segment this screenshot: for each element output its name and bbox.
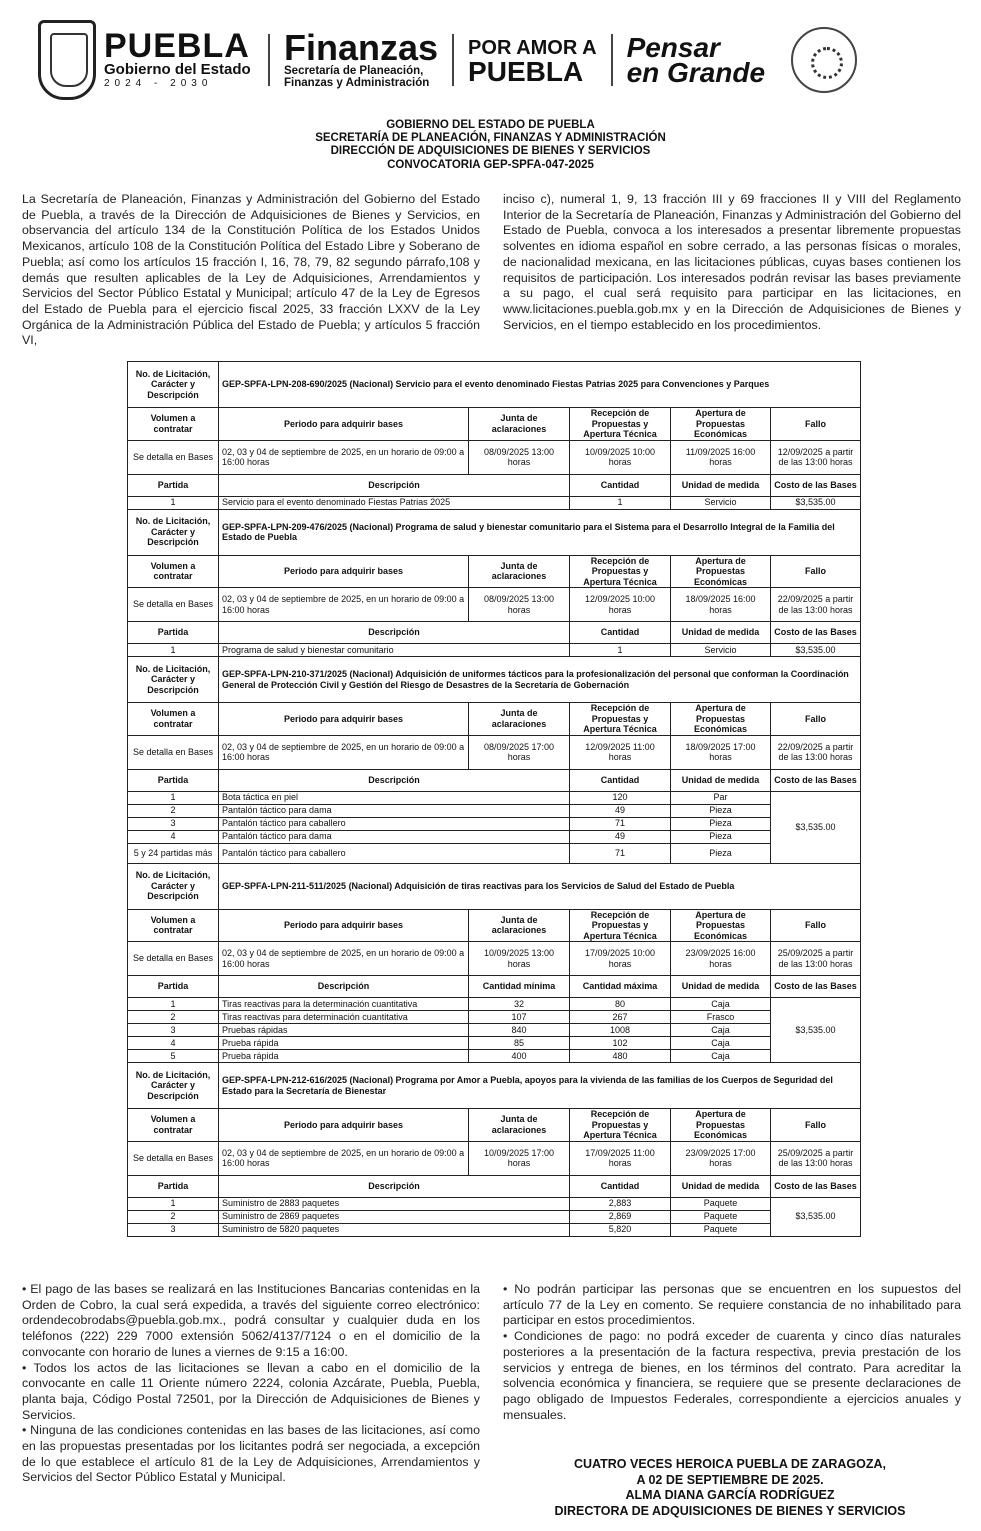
unidad-value: Par <box>671 791 771 804</box>
bid-items-header-row <box>128 769 861 791</box>
periodo-value: 02, 03 y 04 de septiembre de 2025, en un horario de 09:00 a 16:00 horas <box>219 440 469 474</box>
finanzas-wordmark: Finanzas <box>284 27 439 68</box>
partida-value: 1 <box>128 998 219 1011</box>
partida-value: 5 <box>128 1050 219 1063</box>
recepcion-value: 17/09/2025 10:00 horas <box>570 942 671 976</box>
bid-items-header-row <box>128 622 861 644</box>
periodo-label: Periodo para adquirir bases <box>219 909 469 942</box>
finanzas-logo <box>284 27 439 89</box>
volumen-label: Volumen a contratar <box>128 408 219 441</box>
por-amor-puebla-line: PUEBLA <box>468 56 584 87</box>
descripcion-label: Descripción <box>219 474 570 496</box>
unidad-label: Unidad de medida <box>671 622 771 644</box>
costo-label: Costo de las Bases <box>771 474 861 496</box>
bid-title: GEP-SPFA-LPN-210-371/2025 (Nacional) Adquisición de uniformes tácticos para la profesionalización del personal que conforman la Coordinación General de Protección Civil y Gestión del Riesgo de Desastres de la Secretaría de Gobernación <box>219 657 861 703</box>
bid-schedule-row <box>128 735 861 769</box>
volumen-value: Se detalla en Bases <box>128 440 219 474</box>
item-row <box>128 644 861 657</box>
descripcion-value: Tiras reactivas para la determinación cuantitativa <box>219 998 469 1011</box>
periodo-value: 02, 03 y 04 de septiembre de 2025, en un horario de 09:00 a 16:00 horas <box>219 735 469 769</box>
apertura-label: Apertura de Propuestas Económicas <box>671 1109 771 1142</box>
recepcion-value: 10/09/2025 10:00 horas <box>570 440 671 474</box>
periodo-label: Periodo para adquirir bases <box>219 703 469 736</box>
partida-label: Partida <box>128 769 219 791</box>
bid-items-header-row <box>128 1175 861 1197</box>
note-paragraph: • Todos los actos de las licitaciones se llevan a cabo en el domicilio de la convocante en calle 11 Oriente número 2224, colonia Azcárate, Puebla, Puebla, planta baja, Código Postal 72501, por la Dirección de Adquisiciones de Bienes y Servicios. <box>22 1360 480 1422</box>
partida-value: 4 <box>128 1037 219 1050</box>
unidad-label: Unidad de medida <box>671 1175 771 1197</box>
recepcion-label: Recepción de Propuestas y Apertura Técnica <box>570 408 671 441</box>
unidad-value: Servicio <box>671 644 771 657</box>
partida-value: 1 <box>128 496 219 509</box>
periodo-value: 02, 03 y 04 de septiembre de 2025, en un horario de 09:00 a 16:00 horas <box>219 942 469 976</box>
bids-table-body <box>128 362 861 1237</box>
cantidad-value: 120 <box>570 791 671 804</box>
descripcion-label: Descripción <box>219 1175 570 1197</box>
cantidad-value: 71 <box>570 817 671 830</box>
costo-label: Costo de las Bases <box>771 769 861 791</box>
document-titles <box>0 119 981 172</box>
fallo-value: 25/09/2025 a partir de las 13:00 horas <box>771 942 861 976</box>
costo-value: $3,535.00 <box>771 496 861 509</box>
periodo-label: Periodo para adquirir bases <box>219 1109 469 1142</box>
periodo-label: Periodo para adquirir bases <box>219 408 469 441</box>
fallo-value: 25/09/2025 a partir de las 13:00 horas <box>771 1141 861 1175</box>
unidad-value: Pieza <box>671 804 771 817</box>
item-row <box>128 1024 861 1037</box>
fallo-value: 22/09/2025 a partir de las 13:00 horas <box>771 588 861 622</box>
descripcion-value: Suministro de 5820 paquetes <box>219 1223 570 1236</box>
item-row <box>128 1197 861 1210</box>
no-licitacion-label: No. de Licitación, Carácter y Descripción <box>128 863 219 909</box>
notes-right-column <box>503 1282 961 1423</box>
junta-value: 10/09/2025 13:00 horas <box>469 942 570 976</box>
unidad-value: Caja <box>671 1050 771 1063</box>
volumen-value: Se detalla en Bases <box>128 735 219 769</box>
cantidad-maxima-value: 102 <box>570 1037 671 1050</box>
volumen-value: Se detalla en Bases <box>128 1141 219 1175</box>
apertura-label: Apertura de Propuestas Económicas <box>671 555 771 588</box>
pensar-line: Pensar <box>626 32 720 63</box>
item-row <box>128 817 861 830</box>
note-paragraph: • Condiciones de pago: no podrá exceder de cuarenta y cinco días naturales posteriores a la presentación de la factura respectiva, previa prestación de los servicios y entrega de bienes, en los términos del contrato. Para acreditar la solvencia económica y financiera, se requiere que se presente declaraciones de pago obligado de Impuestos Federales, correspondiente a ejercicios anuales y mensuales. <box>503 1329 961 1422</box>
cantidad-maxima-label: Cantidad máxima <box>570 976 671 998</box>
bid-title-row <box>128 362 861 408</box>
cantidad-value: 49 <box>570 830 671 843</box>
notes-left-column <box>22 1282 480 1486</box>
cantidad-minima-value: 840 <box>469 1024 570 1037</box>
partida-value: 2 <box>128 1011 219 1024</box>
costo-value: $3,535.00 <box>771 998 861 1063</box>
unidad-value: Pieza <box>671 817 771 830</box>
recepcion-value: 12/09/2025 10:00 horas <box>570 588 671 622</box>
descripcion-value: Pantalón táctico para caballero <box>219 843 570 863</box>
puebla-logo <box>104 27 254 90</box>
volumen-label: Volumen a contratar <box>128 909 219 942</box>
item-row <box>128 1223 861 1236</box>
cantidad-minima-value: 107 <box>469 1011 570 1024</box>
fallo-value: 12/09/2025 a partir de las 13:00 horas <box>771 440 861 474</box>
fallo-label: Fallo <box>771 703 861 736</box>
partida-value: 1 <box>128 644 219 657</box>
unidad-value: Caja <box>671 1024 771 1037</box>
unidad-value: Frasco <box>671 1011 771 1024</box>
intro-right-column: inciso c), numeral 1, 9, 13 fracción III y 69 fracciones II y VIII del Reglamento Interior de la Secretaría de Planeación, Finanzas y Administración del Gobierno del Estado de Puebla, convoca a los interesados a presentar libremente propuestas solventes en idioma español en sobre cerrado, a las personas físicas o morales, de nacionalidad mexicana, en las licitaciones públicas, cuyas bases contienen los requisitos de participación. Los interesados podrán revisar las bases previamente a su pago, el cual será requisito para participar en las licitaciones, en www.licitaciones.puebla.gob.mx y en la Dirección de Adquisiciones de Bienes y Servicios, en el tiempo establecido en los procedimientos. <box>503 192 961 332</box>
cantidad-value: 49 <box>570 804 671 817</box>
cantidad-value: 71 <box>570 843 671 863</box>
signature-block <box>500 1457 960 1519</box>
cantidad-maxima-value: 80 <box>570 998 671 1011</box>
descripcion-value: Pantalón táctico para dama <box>219 804 570 817</box>
volumen-label: Volumen a contratar <box>128 1109 219 1142</box>
item-row <box>128 843 861 863</box>
recepcion-label: Recepción de Propuestas y Apertura Técnica <box>570 909 671 942</box>
logo-divider <box>268 34 270 86</box>
bid-schedule-header-row <box>128 1109 861 1142</box>
partida-label: Partida <box>128 474 219 496</box>
bid-schedule-row <box>128 1141 861 1175</box>
bid-items-header-row <box>128 474 861 496</box>
costo-label: Costo de las Bases <box>771 976 861 998</box>
apertura-value: 23/09/2025 16:00 horas <box>671 942 771 976</box>
bids-table <box>127 361 861 1237</box>
partida-value: 3 <box>128 817 219 830</box>
volumen-label: Volumen a contratar <box>128 703 219 736</box>
signature-line: DIRECTORA DE ADQUISICIONES DE BIENES Y SERVICIOS <box>554 1503 906 1518</box>
recepcion-label: Recepción de Propuestas y Apertura Técnica <box>570 555 671 588</box>
recepcion-value: 12/09/2025 11:00 horas <box>570 735 671 769</box>
fallo-label: Fallo <box>771 555 861 588</box>
bid-title: GEP-SPFA-LPN-211-511/2025 (Nacional) Adquisición de tiras reactivas para los Servicios de Salud del Estado de Puebla <box>219 863 861 909</box>
no-licitacion-label: No. de Licitación, Carácter y Descripción <box>128 657 219 703</box>
fallo-label: Fallo <box>771 1109 861 1142</box>
state-crest-icon <box>38 20 96 100</box>
cantidad-value: 2,869 <box>570 1210 671 1223</box>
partida-label: Partida <box>128 976 219 998</box>
years-label: 2024 - 2030 <box>104 78 213 89</box>
bid-title-row <box>128 863 861 909</box>
partida-label: Partida <box>128 1175 219 1197</box>
periodo-value: 02, 03 y 04 de septiembre de 2025, en un horario de 09:00 a 16:00 horas <box>219 588 469 622</box>
cantidad-minima-label: Cantidad mínima <box>469 976 570 998</box>
volumen-value: Se detalla en Bases <box>128 588 219 622</box>
pensar-logo <box>626 32 766 88</box>
partida-value: 3 <box>128 1024 219 1037</box>
cantidad-minima-value: 32 <box>469 998 570 1011</box>
descripcion-label: Descripción <box>219 976 469 998</box>
costo-value: $3,535.00 <box>771 1197 861 1236</box>
cantidad-value: 2,883 <box>570 1197 671 1210</box>
bid-schedule-row <box>128 588 861 622</box>
header-logos <box>38 15 948 105</box>
periodo-value: 02, 03 y 04 de septiembre de 2025, en un horario de 09:00 a 16:00 horas <box>219 1141 469 1175</box>
junta-value: 08/09/2025 13:00 horas <box>469 440 570 474</box>
partida-value: 2 <box>128 804 219 817</box>
item-row <box>128 1210 861 1223</box>
junta-value: 08/09/2025 13:00 horas <box>469 588 570 622</box>
apertura-value: 11/09/2025 16:00 horas <box>671 440 771 474</box>
item-row <box>128 830 861 843</box>
cantidad-value: 5,820 <box>570 1223 671 1236</box>
cantidad-value: 1 <box>570 644 671 657</box>
cantidad-maxima-value: 480 <box>570 1050 671 1063</box>
descripcion-label: Descripción <box>219 769 570 791</box>
descripcion-value: Prueba rápida <box>219 1037 469 1050</box>
unidad-label: Unidad de medida <box>671 976 771 998</box>
bid-schedule-header-row <box>128 909 861 942</box>
apertura-label: Apertura de Propuestas Económicas <box>671 703 771 736</box>
fallo-value: 22/09/2025 a partir de las 13:00 horas <box>771 735 861 769</box>
cantidad-maxima-value: 267 <box>570 1011 671 1024</box>
title-line: SECRETARÍA DE PLANEACIÓN, FINANZAS Y ADMINISTRACIÓN <box>315 132 666 145</box>
descripcion-label: Descripción <box>219 622 570 644</box>
recepcion-value: 17/09/2025 11:00 horas <box>570 1141 671 1175</box>
partida-value: 1 <box>128 791 219 804</box>
volumen-value: Se detalla en Bases <box>128 942 219 976</box>
junta-label: Junta de aclaraciones <box>469 408 570 441</box>
descripcion-value: Suministro de 2883 paquetes <box>219 1197 570 1210</box>
logo-divider <box>611 34 613 86</box>
cantidad-maxima-value: 1008 <box>570 1024 671 1037</box>
apertura-label: Apertura de Propuestas Económicas <box>671 408 771 441</box>
recepcion-label: Recepción de Propuestas y Apertura Técnica <box>570 703 671 736</box>
note-paragraph: • Ninguna de las condiciones contenidas en las bases de las licitaciones, así como en las propuestas presentadas por los licitantes podrá ser negociada, a excepción de lo que establece el artículo 81 de la Ley de Adquisiciones, Arrendamientos y Servicios del Sector Público Estatal y Municipal. <box>22 1423 480 1485</box>
partida-value: 5 y 24 partidas más <box>128 843 219 863</box>
descripcion-value: Bota táctica en piel <box>219 791 570 804</box>
unidad-value: Paquete <box>671 1197 771 1210</box>
unidad-value: Paquete <box>671 1223 771 1236</box>
no-licitacion-label: No. de Licitación, Carácter y Descripción <box>128 362 219 408</box>
no-licitacion-label: No. de Licitación, Carácter y Descripción <box>128 509 219 555</box>
signature-line: A 02 DE SEPTIEMBRE DE 2025. <box>636 1472 824 1487</box>
cantidad-label: Cantidad <box>570 622 671 644</box>
item-row <box>128 998 861 1011</box>
descripcion-value: Pantalón táctico para caballero <box>219 817 570 830</box>
bid-title: GEP-SPFA-LPN-209-476/2025 (Nacional) Programa de salud y bienestar comunitario para el Sistema para el Desarrollo Integral de la Familia del Estado de Puebla <box>219 509 861 555</box>
bid-schedule-row <box>128 440 861 474</box>
item-row <box>128 496 861 509</box>
apertura-value: 18/09/2025 16:00 horas <box>671 588 771 622</box>
junta-label: Junta de aclaraciones <box>469 909 570 942</box>
signature-line: ALMA DIANA GARCÍA RODRÍGUEZ <box>625 1488 835 1502</box>
bid-title: GEP-SPFA-LPN-208-690/2025 (Nacional) Servicio para el evento denominado Fiestas Patrias 2025 para Convenciones y Parques <box>219 362 861 408</box>
unidad-label: Unidad de medida <box>671 474 771 496</box>
bid-title-row <box>128 509 861 555</box>
partida-value: 2 <box>128 1210 219 1223</box>
por-amor-logo <box>468 36 597 87</box>
volumen-label: Volumen a contratar <box>128 555 219 588</box>
item-row <box>128 1011 861 1024</box>
title-line: DIRECCIÓN DE ADQUISICIONES DE BIENES Y SERVICIOS <box>330 145 651 158</box>
item-row <box>128 804 861 817</box>
bid-title-row <box>128 1063 861 1109</box>
item-row <box>128 1050 861 1063</box>
junta-value: 08/09/2025 17:00 horas <box>469 735 570 769</box>
title-line: GOBIERNO DEL ESTADO DE PUEBLA <box>386 119 595 131</box>
apertura-label: Apertura de Propuestas Económicas <box>671 909 771 942</box>
partida-value: 1 <box>128 1197 219 1210</box>
fallo-label: Fallo <box>771 909 861 942</box>
cantidad-label: Cantidad <box>570 474 671 496</box>
cantidad-value: 1 <box>570 496 671 509</box>
junta-label: Junta de aclaraciones <box>469 555 570 588</box>
finanzas-sub2: Finanzas y Administración <box>284 77 430 89</box>
unidad-value: Caja <box>671 998 771 1011</box>
equality-seal-icon <box>791 27 857 93</box>
bid-schedule-header-row <box>128 408 861 441</box>
descripcion-value: Pruebas rápidas <box>219 1024 469 1037</box>
cantidad-minima-value: 85 <box>469 1037 570 1050</box>
signature-line: CUATRO VECES HEROICA PUEBLA DE ZARAGOZA, <box>573 1457 887 1471</box>
descripcion-value: Pantalón táctico para dama <box>219 830 570 843</box>
note-paragraph: • El pago de las bases se realizará en las Instituciones Bancarias contenidas en la Orden de Cobro, la cual será expedida, a través del siguiente correo electrónico: ordendecobrodabs@puebla.gob.mx., podrá consultar y cualquier duda en los teléfonos (222) 229 7000 extensión 5062/4137/7124 o en el domicilio de la convocante con horario de lunes a viernes de 9:15 a 16:00. <box>22 1282 480 1359</box>
en-grande-line: en Grande <box>626 57 766 88</box>
unidad-value: Servicio <box>671 496 771 509</box>
unidad-value: Pieza <box>671 830 771 843</box>
item-row <box>128 1037 861 1050</box>
cantidad-minima-value: 400 <box>469 1050 570 1063</box>
unidad-value: Caja <box>671 1037 771 1050</box>
title-line: CONVOCATORIA GEP-SPFA-047-2025 <box>387 158 594 171</box>
note-paragraph: • No podrán participar las personas que se encuentren en los supuestos del artículo 77 de la Ley en comento. Se requiere constancia de no inhabilitado para participar en estos procedimientos. <box>503 1282 961 1328</box>
no-licitacion-label: No. de Licitación, Carácter y Descripción <box>128 1063 219 1109</box>
periodo-label: Periodo para adquirir bases <box>219 555 469 588</box>
descripcion-value: Prueba rápida <box>219 1050 469 1063</box>
bid-items-header-row <box>128 976 861 998</box>
junta-label: Junta de aclaraciones <box>469 1109 570 1142</box>
descripcion-value: Suministro de 2869 paquetes <box>219 1210 570 1223</box>
descripcion-value: Programa de salud y bienestar comunitario <box>219 644 570 657</box>
costo-value: $3,535.00 <box>771 644 861 657</box>
fallo-label: Fallo <box>771 408 861 441</box>
finanzas-sub1: Secretaría de Planeación, <box>284 65 424 77</box>
por-amor-line: POR AMOR A <box>468 37 597 59</box>
cantidad-label: Cantidad <box>570 769 671 791</box>
bid-title-row <box>128 657 861 703</box>
bid-schedule-header-row <box>128 703 861 736</box>
puebla-wordmark: PUEBLA <box>104 27 250 65</box>
bid-title: GEP-SPFA-LPN-212-616/2025 (Nacional) Programa por Amor a Puebla, apoyos para la vivienda de las familias de los Cuerpos de Seguridad del Estado para la Secretaría de Bienestar <box>219 1063 861 1109</box>
recepcion-label: Recepción de Propuestas y Apertura Técnica <box>570 1109 671 1142</box>
bid-schedule-header-row <box>128 555 861 588</box>
descripcion-value: Servicio para el evento denominado Fiestas Patrias 2025 <box>219 496 570 509</box>
costo-value: $3,535.00 <box>771 791 861 863</box>
junta-value: 10/09/2025 17:00 horas <box>469 1141 570 1175</box>
intro-left-column: La Secretaría de Planeación, Finanzas y Administración del Gobierno del Estado de Puebla, a través de la Dirección de Adquisiciones de Bienes y Servicios, en observancia del artículo 134 de la Constitución Política de los Estados Unidos Mexicanos, artículo 108 de la Constitución Política del Estado Libre y Soberano de Puebla; así como los artículos 15 fracción I, 16, 78, 79, 82 segundo párrafo,108 y demás que resulten aplicables de la Ley de Adquisiciones, Arrendamientos y Servicios del Sector Público Estatal y Municipal; artículo 47 de la Ley de Egresos del Estado de Puebla para el ejercicio fiscal 2025, 33 fracción LXXV de la Ley Orgánica de la Administración Pública del Estado de Puebla; y artículos 5 fracción VI, <box>22 192 480 348</box>
partida-value: 4 <box>128 830 219 843</box>
descripcion-value: Tiras reactivas para determinación cuantitativa <box>219 1011 469 1024</box>
logo-divider <box>452 34 454 86</box>
item-row <box>128 791 861 804</box>
partida-label: Partida <box>128 622 219 644</box>
apertura-value: 23/09/2025 17:00 horas <box>671 1141 771 1175</box>
costo-label: Costo de las Bases <box>771 1175 861 1197</box>
costo-label: Costo de las Bases <box>771 622 861 644</box>
apertura-value: 18/09/2025 17:00 horas <box>671 735 771 769</box>
gobierno-label: Gobierno del Estado <box>104 61 251 78</box>
junta-label: Junta de aclaraciones <box>469 703 570 736</box>
partida-value: 3 <box>128 1223 219 1236</box>
bid-schedule-row <box>128 942 861 976</box>
unidad-value: Paquete <box>671 1210 771 1223</box>
unidad-value: Pieza <box>671 843 771 863</box>
cantidad-label: Cantidad <box>570 1175 671 1197</box>
unidad-label: Unidad de medida <box>671 769 771 791</box>
